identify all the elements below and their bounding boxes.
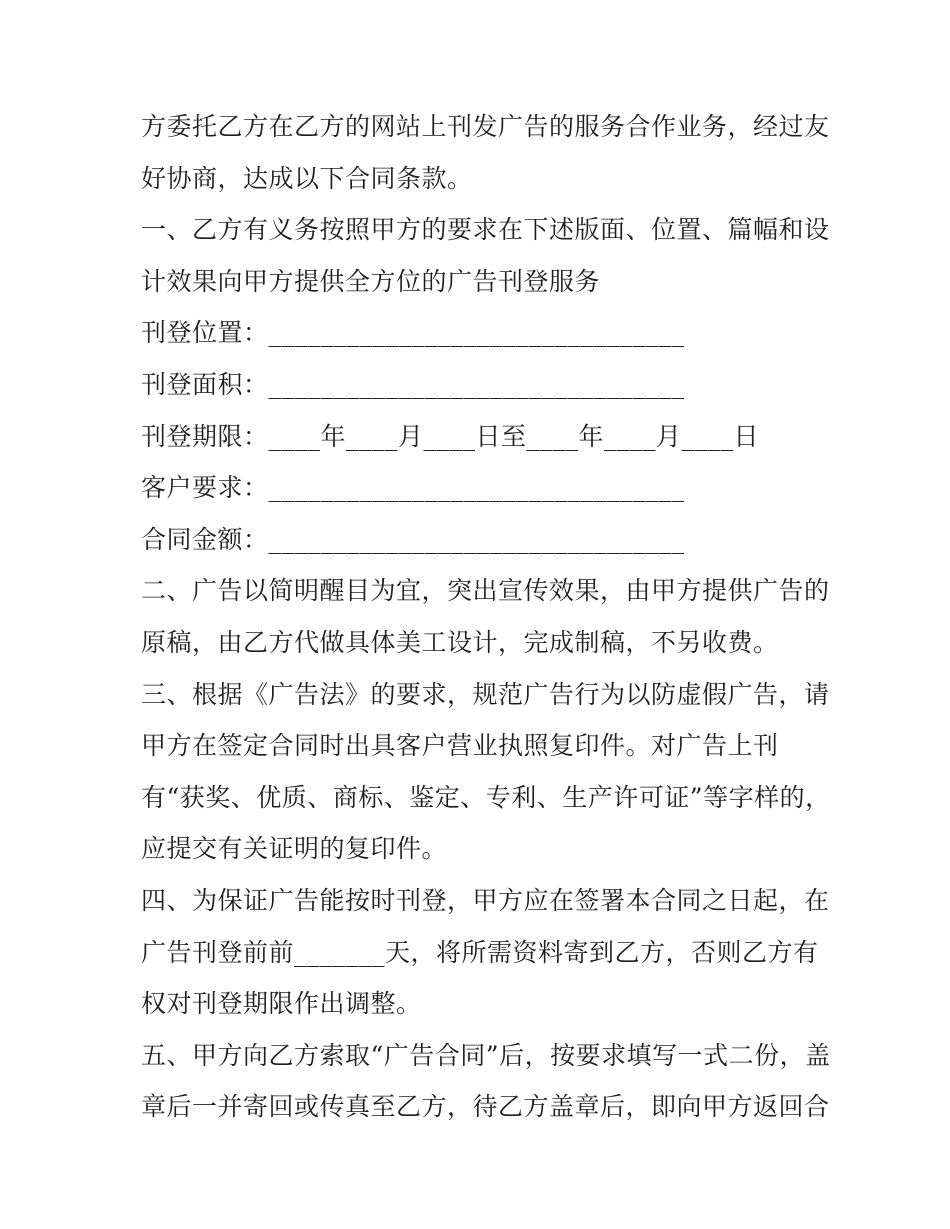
contract-line-clause-2: 二、广告以简明醒目为宜，突出宣传效果，由甲方提供广告的: [141, 576, 830, 606]
contract-field-publish-position: 刊登位置：________________________________: [141, 318, 685, 348]
contract-line: 甲方在签定合同时出具客户营业执照复印件。对广告上刊: [141, 731, 779, 761]
contract-line: 权对刊登期限作出调整。: [141, 989, 422, 1019]
contract-line: 章后一并寄回或传真至乙方，待乙方盖章后，即向甲方返回合: [141, 1092, 830, 1122]
contract-field-publish-area: 刊登面积：________________________________: [141, 369, 685, 399]
contract-line-clause-1: 一、乙方有义务按照甲方的要求在下述版面、位置、篇幅和设: [141, 215, 830, 245]
contract-line-clause-5: 五、甲方向乙方索取“广告合同”后，按要求填写一式二份，盖: [141, 1040, 831, 1070]
contract-field-client-requirements: 客户要求：________________________________: [141, 473, 685, 503]
contract-line: 计效果向甲方提供全方位的广告刊登服务: [141, 266, 601, 296]
contract-line-clause-4: 四、为保证广告能按时刊登，甲方应在签署本合同之日起，在: [141, 885, 830, 915]
contract-line: 广告刊登前前_______天，将所需资料寄到乙方，否则乙方有: [141, 937, 819, 967]
contract-line: 好协商，达成以下合同条款。: [141, 163, 473, 193]
contract-line-clause-3: 三、根据《广告法》的要求，规范广告行为以防虚假广告，请: [141, 679, 830, 709]
contract-line: 原稿，由乙方代做具体美工设计，完成制稿，不另收费。: [141, 627, 779, 657]
contract-line: 有“获奖、优质、商标、鉴定、专利、生产许可证”等字样的，: [141, 782, 831, 812]
contract-body: [141, 101, 841, 1133]
contract-line: 应提交有关证明的复印件。: [141, 834, 448, 864]
contract-field-publish-term: 刊登期限：____年____月____日至____年____月____日: [141, 421, 760, 451]
contract-line: 方委托乙方在乙方的网站上刊发广告的服务合作业务，经过友: [141, 112, 830, 141]
contract-field-contract-amount: 合同金额：________________________________: [141, 524, 685, 554]
